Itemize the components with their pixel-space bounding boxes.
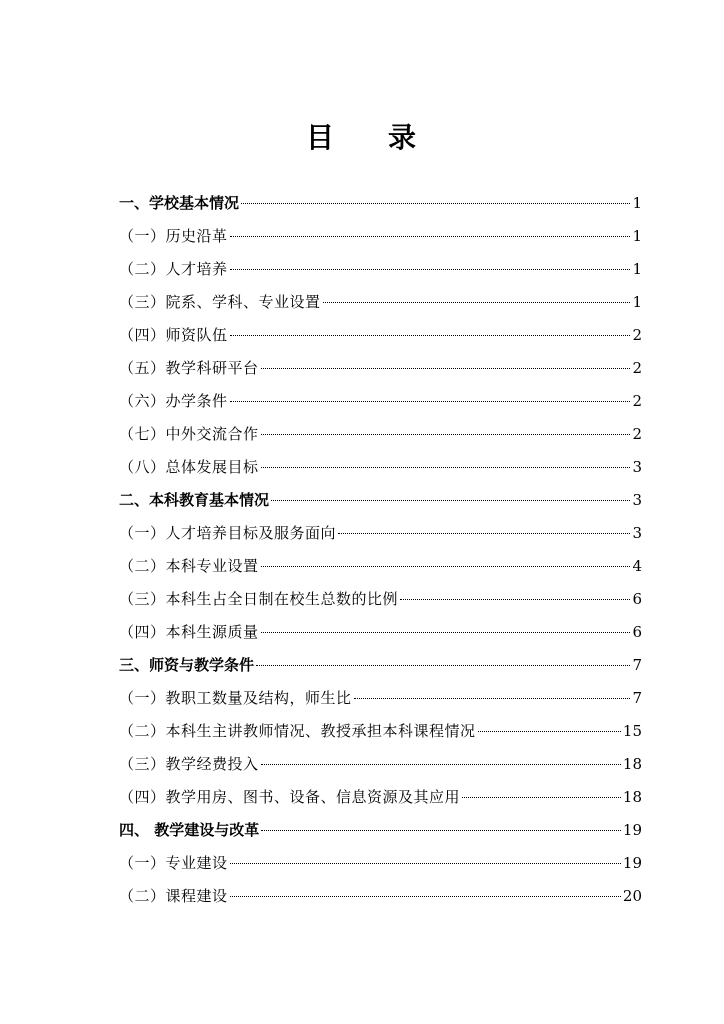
toc-entry-label: （四）教学用房、图书、设备、信息资源及其应用 (119, 788, 461, 806)
table-of-contents (119, 187, 642, 913)
dot-leader (400, 599, 630, 600)
toc-entry-label: （三）本科生占全日制在校生总数的比例 (119, 590, 399, 608)
toc-subsection-row[interactable] (119, 781, 642, 814)
toc-subsection-row[interactable] (119, 286, 642, 319)
toc-entry-label: （二）课程建设 (119, 887, 228, 905)
toc-entry-label: （二）本科专业设置 (119, 557, 259, 575)
dot-leader (230, 863, 621, 864)
dot-leader (230, 269, 631, 270)
toc-entry-label: （二）本科生主讲教师情况、教授承担本科课程情况 (119, 722, 476, 740)
toc-entry-label: （六）办学条件 (119, 392, 228, 410)
toc-subsection-row[interactable] (119, 682, 642, 715)
toc-section-row[interactable] (119, 649, 642, 682)
toc-entry-label: （五）教学科研平台 (119, 359, 259, 377)
toc-page-number: 19 (622, 854, 642, 872)
dot-leader (354, 698, 631, 699)
dot-leader (261, 434, 631, 435)
title-char-2: 录 (388, 121, 419, 154)
toc-entry-label: （一）专业建设 (119, 854, 228, 872)
dot-leader (261, 830, 621, 831)
toc-section-row[interactable] (119, 187, 642, 220)
toc-page-number: 1 (632, 293, 642, 311)
dot-leader (230, 335, 631, 336)
toc-subsection-row[interactable] (119, 880, 642, 913)
toc-page-number: 7 (632, 656, 642, 674)
toc-page-number: 18 (622, 788, 642, 806)
toc-page-number: 4 (632, 557, 642, 575)
dot-leader (230, 401, 631, 402)
toc-subsection-row[interactable] (119, 748, 642, 781)
dot-leader (230, 236, 631, 237)
dot-leader (478, 731, 621, 732)
toc-entry-label: （三）教学经费投入 (119, 755, 259, 773)
toc-page-number: 3 (632, 458, 642, 476)
toc-page-number: 2 (632, 425, 642, 443)
toc-entry-label: 二、本科教育基本情况 (119, 491, 270, 509)
toc-subsection-row[interactable] (119, 451, 642, 484)
dot-leader (241, 203, 630, 204)
toc-page-number: 15 (622, 722, 642, 740)
dot-leader (271, 500, 630, 501)
toc-entry-label: （七）中外交流合作 (119, 425, 259, 443)
toc-page-number: 20 (622, 887, 642, 905)
toc-page-number: 1 (632, 227, 642, 245)
toc-page-number: 6 (632, 590, 642, 608)
toc-page-number: 18 (622, 755, 642, 773)
toc-page-number: 2 (632, 359, 642, 377)
dot-leader (323, 302, 631, 303)
toc-section-row[interactable] (119, 484, 642, 517)
dot-leader (261, 764, 621, 765)
toc-page-number: 19 (622, 821, 642, 839)
toc-subsection-row[interactable] (119, 418, 642, 451)
toc-subsection-row[interactable] (119, 517, 642, 550)
toc-page-number: 2 (632, 392, 642, 410)
dot-leader (261, 566, 631, 567)
toc-page-number: 2 (632, 326, 642, 344)
toc-page-number: 3 (632, 524, 642, 542)
toc-section-row[interactable] (119, 814, 642, 847)
dot-leader (462, 797, 621, 798)
toc-entry-label: （一）教职工数量及结构，师生比 (119, 689, 352, 707)
dot-leader (338, 533, 630, 534)
toc-subsection-row[interactable] (119, 616, 642, 649)
page-title (0, 118, 724, 158)
toc-entry-label: （一）人才培养目标及服务面向 (119, 524, 337, 542)
dot-leader (256, 665, 630, 666)
toc-subsection-row[interactable] (119, 715, 642, 748)
toc-subsection-row[interactable] (119, 583, 642, 616)
toc-entry-label: （二）人才培养 (119, 260, 228, 278)
toc-subsection-row[interactable] (119, 220, 642, 253)
toc-subsection-row[interactable] (119, 385, 642, 418)
dot-leader (230, 896, 621, 897)
toc-page-number: 3 (632, 491, 642, 509)
toc-entry-label: 三、师资与教学条件 (119, 656, 255, 674)
toc-page-number: 1 (632, 260, 642, 278)
toc-subsection-row[interactable] (119, 253, 642, 286)
toc-page-number: 6 (632, 623, 642, 641)
toc-subsection-row[interactable] (119, 352, 642, 385)
toc-subsection-row[interactable] (119, 550, 642, 583)
toc-entry-label: （三）院系、学科、专业设置 (119, 293, 321, 311)
dot-leader (261, 368, 631, 369)
dot-leader (261, 632, 631, 633)
toc-entry-label: （四）本科生源质量 (119, 623, 259, 641)
title-char-1: 目 (305, 121, 336, 154)
toc-entry-label: 四、 教学建设与改革 (119, 821, 260, 839)
toc-page-number: 7 (632, 689, 642, 707)
toc-entry-label: （一）历史沿革 (119, 227, 228, 245)
toc-entry-label: （八）总体发展目标 (119, 458, 259, 476)
dot-leader (261, 467, 631, 468)
toc-subsection-row[interactable] (119, 847, 642, 880)
toc-subsection-row[interactable] (119, 319, 642, 352)
toc-entry-label: （四）师资队伍 (119, 326, 228, 344)
toc-page-number: 1 (632, 194, 642, 212)
toc-entry-label: 一、学校基本情况 (119, 194, 240, 212)
